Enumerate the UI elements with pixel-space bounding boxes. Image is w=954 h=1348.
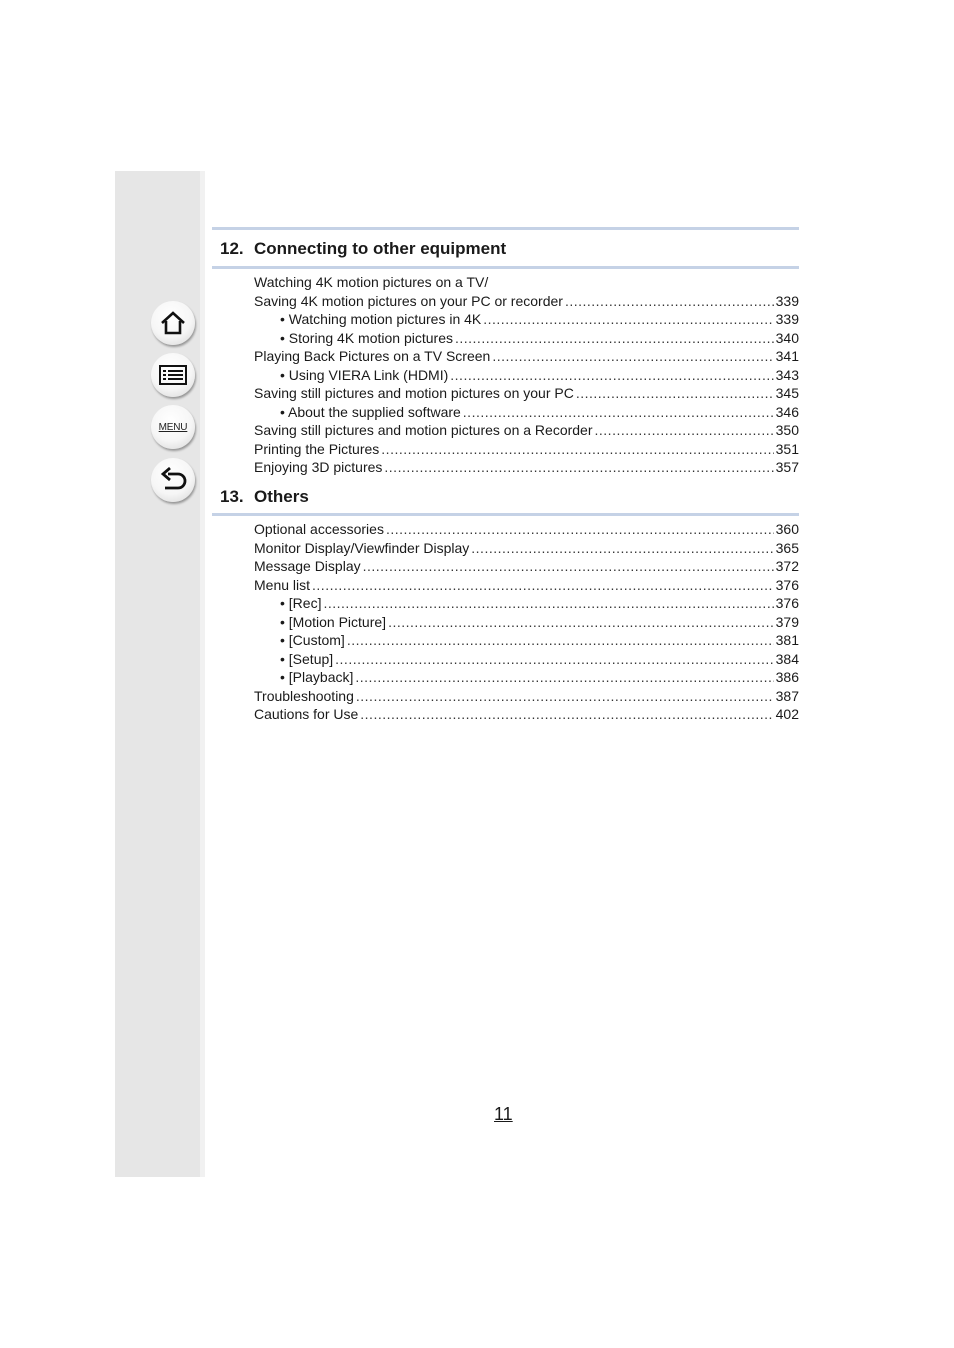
- toc-entry[interactable]: [254, 668, 799, 687]
- toc-entry-title: • [Playback]: [280, 669, 354, 685]
- toc-entry-page: 350: [775, 422, 799, 438]
- toc-entry-title: Menu list: [254, 576, 311, 593]
- dot-leader: [492, 347, 773, 366]
- toc-entry[interactable]: [254, 329, 799, 348]
- toc-entry[interactable]: [254, 310, 799, 329]
- toc-entry[interactable]: [254, 384, 799, 403]
- toc-entry-page: 339: [775, 311, 799, 327]
- section-number: 13.: [220, 487, 244, 506]
- toc-entry-page: 402: [775, 706, 799, 722]
- toc-entry[interactable]: [254, 347, 799, 366]
- toc-entry-page: 343: [775, 366, 799, 383]
- section-top-rule: [212, 227, 799, 230]
- toc-entry[interactable]: [254, 687, 799, 706]
- dot-leader: [576, 384, 774, 403]
- toc-entry-page: 381: [775, 632, 799, 648]
- dot-leader: [356, 687, 774, 706]
- toc-entry-page: 351: [775, 440, 799, 457]
- back-arrow-icon: [159, 467, 187, 493]
- section-heading: [220, 239, 506, 259]
- toc-entry-page: 341: [775, 348, 799, 364]
- dot-leader: [360, 705, 773, 724]
- section-bottom-rule: [212, 266, 799, 269]
- table-of-contents-icon: [158, 364, 188, 386]
- dot-leader: [450, 366, 773, 385]
- toc-entry-title: Saving still pictures and motion pictures on your PC: [254, 385, 574, 401]
- dot-leader: [384, 458, 773, 477]
- toc-entry-title: Saving still pictures and motion pictures on a Recorder: [254, 422, 593, 438]
- toc-entry[interactable]: [254, 292, 799, 311]
- toc-entry-title: Printing the Pictures: [254, 440, 380, 457]
- page-number[interactable]: 11: [494, 1104, 513, 1124]
- toc-entry[interactable]: [254, 613, 799, 632]
- toc-entry-page: 376: [775, 595, 799, 611]
- toc-entry-page: 386: [775, 669, 799, 685]
- toc-entry-page: 339: [775, 292, 799, 309]
- toc-entry-page: 360: [775, 521, 799, 537]
- toc-entry[interactable]: [254, 650, 799, 669]
- section-number: 12.: [220, 239, 244, 258]
- toc-entry-page: 376: [775, 576, 799, 593]
- dot-leader: [323, 594, 773, 613]
- dot-leader: [595, 421, 774, 440]
- toc-list: [254, 520, 799, 724]
- toc-entry[interactable]: [254, 557, 799, 576]
- toc-entry-title: Saving 4K motion pictures on your PC or recorder: [254, 292, 563, 309]
- menu-button[interactable]: [151, 405, 195, 449]
- toc-entry-title: Message Display: [254, 558, 361, 574]
- toc-entry-title: • About the supplied software: [280, 403, 461, 420]
- home-button[interactable]: [151, 301, 195, 345]
- toc-entry-title: • Watching motion pictures in 4K: [280, 311, 482, 327]
- toc-entry-title: Watching 4K motion pictures on a TV/: [254, 274, 489, 290]
- toc-entry-title: Cautions for Use: [254, 706, 359, 722]
- toc-entry-title: Playing Back Pictures on a TV Screen: [254, 348, 491, 364]
- toc-entry[interactable]: [254, 631, 799, 650]
- toc-entry[interactable]: [254, 273, 799, 292]
- toc-entry[interactable]: [254, 421, 799, 440]
- toc-entry[interactable]: [254, 705, 799, 724]
- toc-entry-page: 365: [775, 539, 799, 556]
- dot-leader: [312, 576, 774, 595]
- section-bottom-rule: [212, 513, 799, 516]
- section-title: Connecting to other equipment: [254, 239, 507, 258]
- toc-entry[interactable]: [254, 458, 799, 477]
- toc-entry[interactable]: [254, 440, 799, 459]
- dot-leader: [565, 292, 774, 311]
- toc-entry-title: • Using VIERA Link (HDMI): [280, 366, 449, 383]
- dot-leader: [386, 520, 774, 539]
- sidebar-edge: [200, 171, 205, 1177]
- toc-entry-page: 357: [775, 459, 799, 475]
- dot-leader: [471, 539, 773, 558]
- dot-leader: [381, 440, 773, 459]
- toc-entry-title: • [Motion Picture]: [280, 613, 387, 630]
- dot-leader: [347, 631, 774, 650]
- toc-entry[interactable]: [254, 520, 799, 539]
- toc-entry-page: 384: [775, 650, 799, 667]
- toc-entry-page: 346: [775, 403, 799, 420]
- menu-label: MENU: [158, 421, 188, 433]
- toc-entry[interactable]: [254, 366, 799, 385]
- toc-entry-page: 372: [775, 558, 799, 574]
- toc-entry-page: 387: [775, 687, 799, 704]
- contents-button[interactable]: [151, 353, 195, 397]
- toc-entry[interactable]: [254, 403, 799, 422]
- toc-entry-title: • Storing 4K motion pictures: [280, 329, 453, 346]
- toc-entry-title: Enjoying 3D pictures: [254, 459, 383, 475]
- dot-leader: [483, 310, 773, 329]
- dot-leader: [363, 557, 774, 576]
- home-icon: [159, 310, 187, 336]
- toc-entry-page: 340: [775, 329, 799, 346]
- dot-leader: [355, 668, 773, 687]
- toc-entry-title: Monitor Display/Viewfinder Display: [254, 539, 470, 556]
- dot-leader: [335, 650, 773, 669]
- dot-leader: [455, 329, 774, 348]
- toc-entry-title: • [Setup]: [280, 650, 334, 667]
- toc-entry-title: Optional accessories: [254, 521, 384, 537]
- section-heading: [220, 487, 309, 507]
- toc-entry[interactable]: [254, 576, 799, 595]
- dot-leader: [463, 403, 774, 422]
- toc-entry-page: 379: [775, 613, 799, 630]
- toc-entry[interactable]: [254, 594, 799, 613]
- toc-list: [254, 273, 799, 477]
- dot-leader: [388, 613, 774, 632]
- toc-entry-page: 345: [775, 385, 799, 401]
- section-title: Others: [254, 487, 309, 506]
- toc-entry-title: • [Rec]: [280, 595, 322, 611]
- toc-entry[interactable]: [254, 539, 799, 558]
- toc-entry-title: Troubleshooting: [254, 687, 354, 704]
- toc-entry-title: • [Custom]: [280, 632, 345, 648]
- back-button[interactable]: [151, 458, 195, 502]
